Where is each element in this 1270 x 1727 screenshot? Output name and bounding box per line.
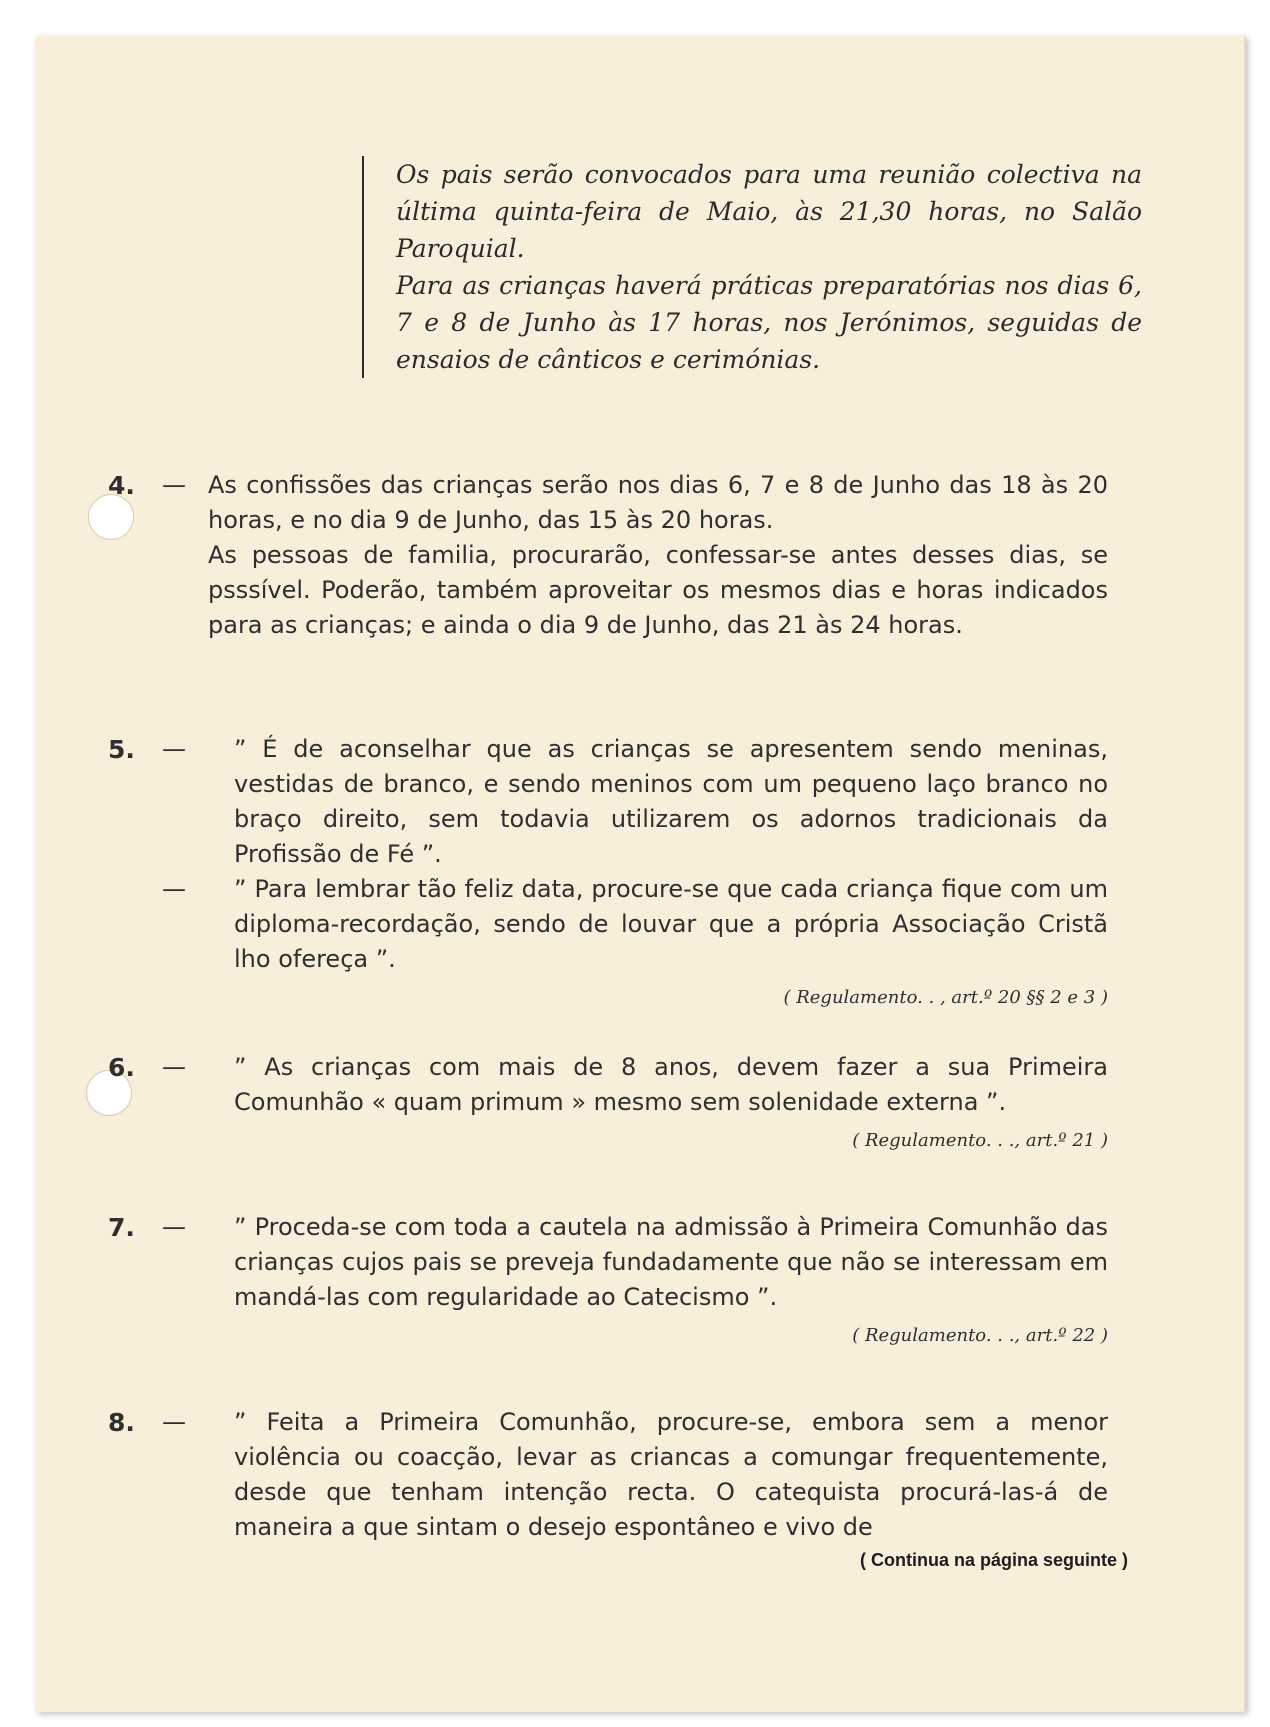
regulation-reference: ( Regulamento. . ., art.º 21 ) [852,1130,1108,1151]
regulation-reference: ( Regulamento. . ., art.º 22 ) [852,1325,1108,1346]
continue-note: ( Continua na página seguinte ) [859,1550,1128,1570]
item-number: 8. [108,1408,135,1437]
regulation-reference: ( Regulamento. . , art.º 20 §§ 2 e 3 ) [783,987,1108,1008]
item-paragraph: ” É de aconselhar que as crianças se apresentem sendo meninas, vestidas de branco, e sendo meninos com um pequeno laço branco no braço direito, sem todavia utilizarem os adornos tradicionais da Profissão de Fé ”. [234,735,1108,868]
item-number: 5. [108,735,135,764]
item-4 [108,468,1108,643]
item-dash: — [162,735,186,763]
intro-paragraph: Os pais serão convocados para uma reunião colectiva na última quinta-feira de Maio, às 21,30 horas, no Salão Paroquial. [396,160,1142,263]
intro-paragraph: Para as crianças haverá práticas preparatórias nos dias 6, 7 e 8 de Junho às 17 horas, nos Jerónimos, seguidas de ensaios de cânticos e cerimónias. [396,271,1142,374]
item-paragraph: ” Proceda-se com toda a cautela na admissão à Primeira Comunhão das crianças cujos pais se preveja fundadamente que não se interessam em mandá-las com regularidade ao Catecismo ”. [234,1213,1108,1311]
item-8 [108,1405,1108,1545]
item-paragraph: ” Feita a Primeira Comunhão, procure-se, embora sem a menor violência ou coacção, levar as criancas a comungar frequentemente, desde que tenham intenção recta. O catequista procurá-las-á de maneira a que sintam o desejo espontâneo e vivo de [234,1408,1108,1541]
item-dash: — [162,471,186,499]
item-number: 6. [108,1053,135,1082]
item-dash: — [162,1408,186,1436]
item-paragraph: As pessoas de familia, procurarão, confessar-se antes desses dias, se psssível. Poderão, também aproveitar os mesmos dias e horas indicados para as crianças; e ainda o dia 9 de Junho, das 21 às 24 horas. [208,541,1108,639]
item-5 [108,732,1108,1013]
item-7 [108,1210,1108,1351]
intro-note [362,156,1142,378]
item-paragraph: ” Para lembrar tão feliz data, procure-se que cada criança fique com um diploma-recordação, sendo de louvar que a própria Associação Cristã lho ofereça ”. [234,875,1108,973]
item-6 [108,1050,1108,1156]
item-paragraph: ” As crianças com mais de 8 anos, devem fazer a sua Primeira Comunhão « quam primum » mesmo sem solenidade externa ”. [234,1053,1108,1116]
item-number: 4. [108,471,135,500]
item-paragraph: As confissões das crianças serão nos dias 6, 7 e 8 de Junho das 18 às 20 horas, e no dia 9 de Junho, das 15 às 20 horas. [208,471,1108,534]
item-number: 7. [108,1213,135,1242]
item-dash: — [162,1213,186,1241]
item-dash: — [162,1053,186,1081]
item-dash: — [162,875,186,903]
